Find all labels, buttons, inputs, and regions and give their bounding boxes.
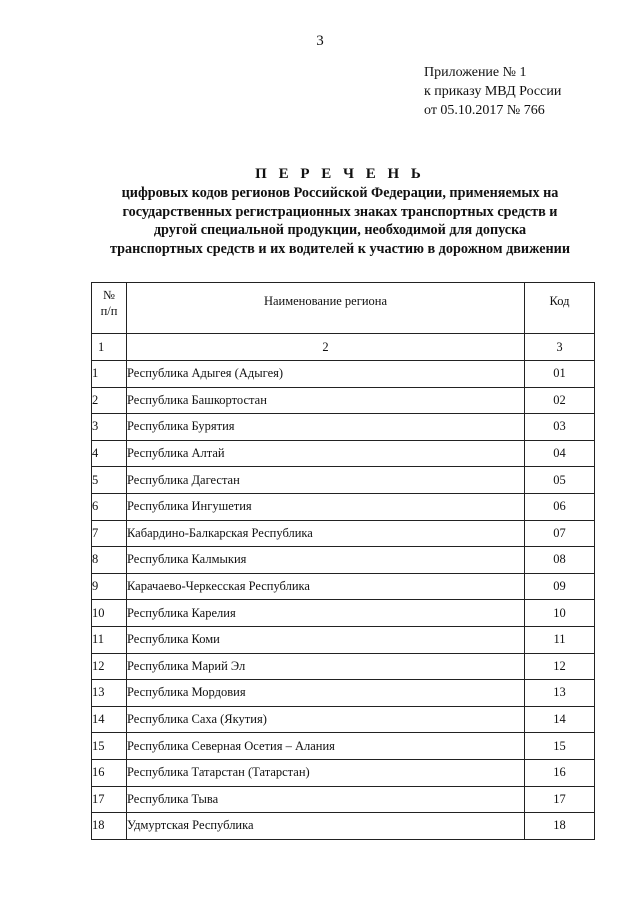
- row-number: 16: [92, 759, 127, 786]
- table-row: [92, 733, 595, 760]
- region-code: 16: [525, 759, 595, 786]
- region-code: 18: [525, 813, 595, 840]
- region-code: 06: [525, 493, 595, 520]
- table-row: [92, 467, 595, 494]
- table-row: [92, 414, 595, 441]
- region-name: Республика Коми: [127, 626, 525, 653]
- region-name: Республика Северная Осетия – Алания: [127, 733, 525, 760]
- region-code: 13: [525, 680, 595, 707]
- row-number: 11: [92, 626, 127, 653]
- region-name: Карачаево-Черкесская Республика: [127, 573, 525, 600]
- table-row: [92, 626, 595, 653]
- row-number: 18: [92, 813, 127, 840]
- table-row: [92, 520, 595, 547]
- table-row: [92, 813, 595, 840]
- header-number: [92, 283, 127, 334]
- appendix-line: Приложение № 1: [424, 65, 527, 80]
- column-index: 1: [92, 334, 127, 361]
- region-name: Республика Тыва: [127, 786, 525, 813]
- region-code: 04: [525, 440, 595, 467]
- region-code: 08: [525, 547, 595, 574]
- column-index: 2: [127, 334, 525, 361]
- order-date-line: от 05.10.2017 № 766: [424, 103, 545, 118]
- region-code: 02: [525, 387, 595, 414]
- region-code: 11: [525, 626, 595, 653]
- table-row: [92, 547, 595, 574]
- row-number: 13: [92, 680, 127, 707]
- region-name: Удмуртская Республика: [127, 813, 525, 840]
- table-row: [92, 493, 595, 520]
- document-title: П Е Р Е Ч Е Н Ь: [255, 166, 425, 182]
- header-code: Код: [525, 283, 595, 334]
- table-body: [92, 361, 595, 840]
- subtitle-line: транспортных средств и их водителей к участию в дорожном движении: [109, 240, 571, 257]
- region-name: Республика Башкортостан: [127, 387, 525, 414]
- row-number: 7: [92, 520, 127, 547]
- table-header-row: [92, 283, 595, 334]
- region-code: 14: [525, 706, 595, 733]
- subtitle-line: другой специальной продукции, необходимой для допуска: [153, 222, 527, 238]
- region-code: 05: [525, 467, 595, 494]
- table-row: [92, 653, 595, 680]
- row-number: 8: [92, 547, 127, 574]
- region-code: 09: [525, 573, 595, 600]
- region-name: Республика Дагестан: [127, 467, 525, 494]
- row-number: 15: [92, 733, 127, 760]
- page-number: 3: [316, 33, 324, 49]
- row-number: 6: [92, 493, 127, 520]
- row-number: 17: [92, 786, 127, 813]
- order-reference-line: к приказу МВД России: [424, 84, 562, 99]
- row-number: 1: [92, 361, 127, 388]
- column-index: 3: [525, 334, 595, 361]
- row-number: 2: [92, 387, 127, 414]
- row-number: 10: [92, 600, 127, 627]
- region-code: 15: [525, 733, 595, 760]
- region-name: Республика Калмыкия: [127, 547, 525, 574]
- table-row: [92, 759, 595, 786]
- document-heading: [60, 164, 620, 258]
- region-name: Республика Мордовия: [127, 680, 525, 707]
- region-code: 01: [525, 361, 595, 388]
- region-name: Республика Марий Эл: [127, 653, 525, 680]
- header-region-name: Наименование региона: [127, 283, 525, 334]
- table-row: [92, 680, 595, 707]
- region-code: 10: [525, 600, 595, 627]
- region-code: 17: [525, 786, 595, 813]
- region-name: Кабардино-Балкарская Республика: [127, 520, 525, 547]
- header-number-abbr: п/п: [100, 304, 118, 318]
- row-number: 9: [92, 573, 127, 600]
- table-row: [92, 573, 595, 600]
- region-name: Республика Ингушетия: [127, 493, 525, 520]
- region-name: Республика Адыгея (Адыгея): [127, 361, 525, 388]
- regions-table: [91, 282, 595, 840]
- table-row: [92, 786, 595, 813]
- row-number: 14: [92, 706, 127, 733]
- region-name: Республика Татарстан (Татарстан): [127, 759, 525, 786]
- region-code: 07: [525, 520, 595, 547]
- region-name: Республика Карелия: [127, 600, 525, 627]
- region-code: 03: [525, 414, 595, 441]
- region-name: Республика Саха (Якутия): [127, 706, 525, 733]
- row-number: 5: [92, 467, 127, 494]
- table-row: [92, 706, 595, 733]
- table-row: [92, 387, 595, 414]
- region-name: Республика Бурятия: [127, 414, 525, 441]
- document-subtitle: [60, 184, 620, 258]
- row-number: 3: [92, 414, 127, 441]
- table-row: [92, 600, 595, 627]
- row-number: 4: [92, 440, 127, 467]
- row-number: 12: [92, 653, 127, 680]
- region-name: Республика Алтай: [127, 440, 525, 467]
- table-row: [92, 440, 595, 467]
- header-number-symbol: №: [103, 288, 115, 302]
- column-index-row: [92, 334, 595, 361]
- subtitle-line: государственных регистрационных знаках транспортных средств и: [122, 203, 558, 220]
- subtitle-line: цифровых кодов регионов Российской Федерации, применяемых на: [121, 185, 559, 201]
- region-code: 12: [525, 653, 595, 680]
- appendix-reference: [424, 63, 561, 120]
- table-row: [92, 361, 595, 388]
